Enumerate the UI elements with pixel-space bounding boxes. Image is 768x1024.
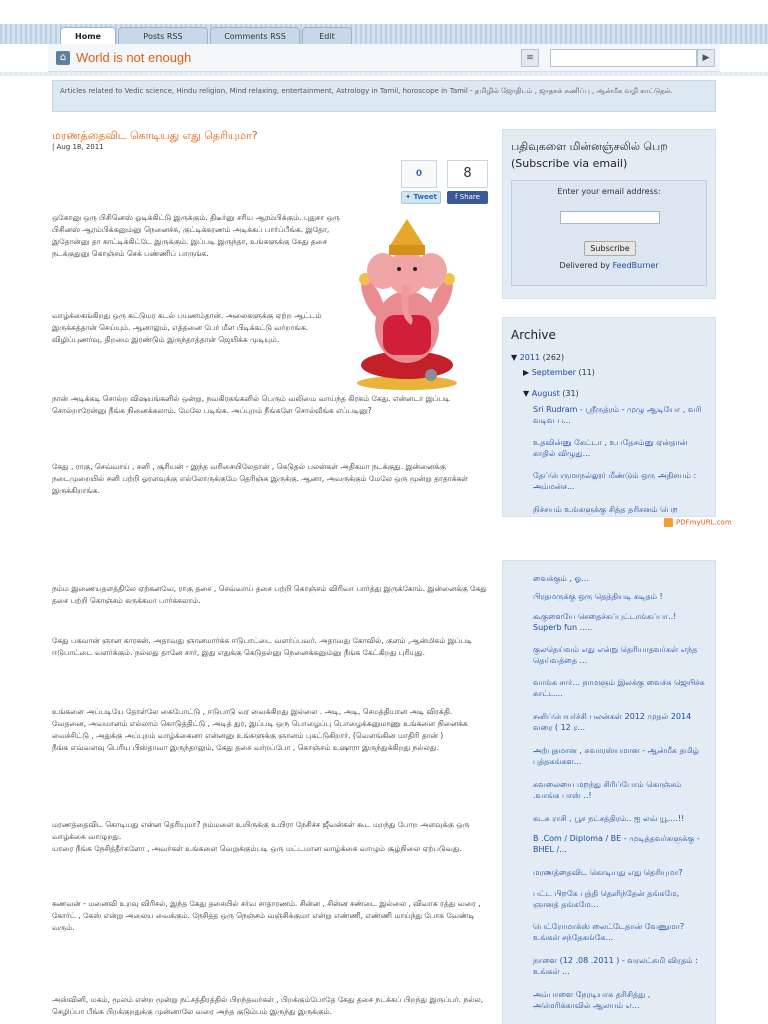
archive-post-link[interactable]: வைக்கும் , ஓ...: [533, 574, 589, 583]
archive-post-link[interactable]: மரணத்தைவிட கொடியது எது தெரியுமா?: [533, 868, 683, 877]
archive-year-label[interactable]: 2011: [519, 353, 541, 362]
subscribe-title: பதிவுகளை மின்னஞ்சலில் பெற (Subscribe via email): [511, 140, 668, 170]
arrow-right-icon: ▶: [702, 53, 710, 63]
archive-month-label[interactable]: August: [531, 389, 560, 398]
archive-post-link[interactable]: கடக ராசி , பூச நட்சத்திரம்.. ஐ லவ் யூ....!!: [533, 814, 685, 823]
archive-post-link[interactable]: உதவின்னு கேட்டா , உபதேசம்னு ஏன்தான் காதில் விழுது...: [533, 438, 688, 458]
archive-month-label[interactable]: September: [531, 368, 576, 377]
archive-month-count: (11): [578, 368, 595, 377]
archive-post-link[interactable]: பட்ட பிறகே புத்தி தெளிந்தேன் தங்கமே, ஞானத் தங்கமே...: [533, 889, 680, 909]
subscribe-widget: [502, 129, 716, 299]
archive-post-link[interactable]: பெட்ரோமாக்ஸ் லைட்டேதான் வேணுமா? உங்கள் சந்தேகங்கே...: [533, 922, 685, 942]
archive-widget: [502, 317, 716, 517]
delivered-by: [512, 261, 706, 270]
share-label: Share: [459, 193, 480, 201]
post-paragraph: கணவன் - மனைவி உறவு விரிசல், இந்த கேது தசையில் சர்வ சாதாரணம். சின்ன , சின்ன சண்டை இல்லை , விவாக ரத்து வரை , கோர்ட் , கேஸ் என்று அலைய வைக்கும். நேசித்த ஒரு நெஞ்சம் வஞ்சிக்குமா என்று எண்ணி, எண்ணி மாய்ந்து போக வேண்டி வரும்.: [52, 899, 481, 932]
archive-post-link[interactable]: அம்பாளை நேரடியாக தரிசித்து , அமெரிக்காவில் ஆலயம் எ...: [533, 990, 651, 1010]
archive-post-link[interactable]: கவலையை மறந்து சிரிப்போம் கொஞ்சம் .வாங்க பாஸ் ..!: [533, 780, 682, 800]
post-paragraph: ஒகோனு ஒரு பிசினெஸ் ஓடிக்கிட்டு இருக்கும். திடீர்னு சரிய ஆரம்பிக்கும். புதுசா ஒரு பிசினஸ் ஆரம்பிக்கனும்னு நெனைச்சு, குட்டிக்கரணம் அடிக்கப் பார்ப்பீங்க. இதோ, இதோன்னு தா காட்டிக்கிட்டே இருக்கும். இப்படி இருந்தா, உங்களுக்கு கேது தசை நடக்குதுனு கொஞ்சம் செக் பண்ணிப் பாருங்க.: [52, 213, 340, 258]
subscribe-form: [511, 180, 707, 286]
home-icon[interactable]: ⌂: [56, 51, 70, 65]
archive-post-link[interactable]: பிரதமருக்கு ஒரு தெத்தியடி கடிதம் !: [533, 592, 663, 601]
ganesha-image: [353, 215, 461, 390]
archive-post-link[interactable]: நாளை (12 .08 .2011 ) - வரலட்சுமி விரதம் : உங்கள் ...: [533, 956, 698, 976]
post-paragraph: நம்ம இணையதளத்திலே ஏற்கனவே, ராகு தசை , செவ்வாய் தசை பற்றி கொஞ்சம் விரிவா பார்த்து இருக்கோம். இன்னைக்கு கேது தசை பற்றி கொஞ்சம் சுருக்கமா பார்க்கலாம்.: [52, 584, 487, 605]
archive-year-count: (262): [542, 353, 565, 362]
tweet-label: Tweet: [413, 193, 437, 201]
post-paragraph: உங்களை அப்படியே தோள்லே கைபோட்டு , ஈடுபாடு வர வைக்கிறது இல்லை . அடி, அடி, செமத்தியான அடி விரக்தி. வேதனை, அவமானம் எல்லாம் கொடுத்திட்டு , அடித் துர, இப்படி ஒரு பொழைப்பு பொழைக்கனுமாணு உங்களை நினைக்க வைச்சிட்டு , அதுக்கு அப்புறம் வாழ்க்கைனா என்னனு உங்களுக்கு ஞானம் புகட்டுகிறார். (வெளங்கின மாதிரி தான் ) நீங்க எவ்வளவு பெரிய பிஸ்தாவா இருந்தாலும், கேது தசை வர்றப்போ , கொஞ்சம் உஷாரா இருந்துக்கிறது நல்லது.: [52, 707, 468, 752]
tab-posts-rss[interactable]: Posts RSS: [118, 27, 208, 44]
archive-widget-continued: [502, 560, 716, 1024]
archive-year-2011[interactable]: ▼ 2011 (262): [511, 353, 565, 362]
post-paragraph: மரணத்தைவிட கொடியது என்ன தெரியுமா? நம்மளை உயிருக்கு உயிரா நேசிச்ச ஜீவன்கள் கூட மறந்து போற அளவுக்கு ஒரு வாழ்க்கை வாழுறது. யாரை நீங்க நேசித்தீர்களோ , அவர்கள் உங்களை வெறுக்கும்படி ஒரு மட்டமான வாழ்க்கை வாழும் சூழ்நிலை ஏற்படுவது.: [52, 820, 470, 853]
tab-edit[interactable]: Edit: [302, 27, 352, 44]
search-go-button[interactable]: [697, 49, 715, 67]
archive-post-link[interactable]: வாங்க சார்... நாமளும் இலக்கு வைச்சு ஜெயிச்சு காட்ட...: [533, 678, 705, 698]
tweet-button[interactable]: [401, 191, 441, 204]
archive-post-link[interactable]: அற்புதமான , சுவாரஸ்யமான - ஆன்மீக தமிழ் புத்தகங்கள...: [533, 746, 700, 766]
archive-month-september[interactable]: ▶ September (11): [523, 368, 595, 377]
archive-title: Archive: [511, 328, 556, 342]
archive-post-link[interactable]: சனிப்பெயர்ச்சி பலன்கள் 2012 முதல் 2014 வரை ( 12 ர...: [533, 712, 692, 732]
blog-title[interactable]: World is not enough: [76, 50, 192, 65]
share-count: 8: [447, 160, 488, 188]
email-label: Enter your email address:: [557, 187, 661, 196]
post-paragraph: நான் அடிக்கடி சொல்ற விஷயங்களில் ஒன்று, நவகிரகங்களில் பெரும் வலிமை வாய்ந்த கிரகம் கேது. என்னடா இப்படி சொல்றாரேன்னு நீங்க நினைக்கலாம். மேலே படிங்க. அப்புறம் நீங்களே சொல்வீங்க எப்படினு?: [52, 394, 451, 415]
archive-post-link[interactable]: தேப்பெருமாநல்லூர் மீண்டும் ஒரு அதிசயம் : அம்மன்ச...: [533, 471, 697, 491]
archive-post-link[interactable]: Sri Rudram - ஸ்ரீருத்ரம் - முழு ஆடியோ , வரி வடிவ ப...: [533, 405, 702, 425]
tab-comments-rss[interactable]: Comments RSS: [210, 27, 300, 44]
pdfmyurl-label[interactable]: PDFmyURL.com: [676, 518, 732, 527]
search-input[interactable]: [550, 49, 697, 67]
post-title[interactable]: மரணத்தைவிட கொடியது எது தெரியுமா?: [52, 129, 258, 142]
archive-month-count: (31): [562, 389, 579, 398]
post-date: | Aug 18, 2011: [52, 143, 104, 151]
archive-post-link[interactable]: B .Com / Diploma / BE - முடித்தவர்களுக்கு - BHEL /...: [533, 834, 700, 854]
post-paragraph: கேது பகவான் ஞான காரகன். அதாவது ஞானமார்க்க ஈடுபாட்டை வளர்ப்பவர். அதாவது கோவில், குளம் ,ஆன்மிகம் இப்படி ஈடுபாட்டை வளர்க்கும். நல்லது தானே சார், இது எதுக்கு கெடுதல்னு நெனைக்கனும்னு நீங்க கேட்கிறது புரியுது.: [52, 636, 473, 657]
tweet-count: 0: [401, 160, 437, 188]
post-paragraph: அஸ்வினி, மகம், மூலம் என்ற மூன்று நட்சத்திரத்தில் பிறந்தவர்கள் , பிறக்கும்போதே கேது தசை நடக்கப் பிறந்து இருப்பர். நல்ல, செழிப்பா பீங்க பிறக்குறதுக்கு முன்னாலே வரை அந்த குடும்பம் இருந்து இருக்கும்.: [52, 995, 484, 1016]
archive-post-link[interactable]: நிச்சயம் உங்களுக்கு சித்த தரிசனம் பெற: [533, 505, 678, 514]
subscribe-button[interactable]: Subscribe: [584, 241, 636, 256]
archive-post-link[interactable]: குலதெய்வம் எது என்று தெரியாதவர்கள் எந்த தெய்வத்தை ...: [533, 645, 698, 665]
rss-icon[interactable]: ≋: [521, 49, 539, 67]
top-nav: [0, 24, 768, 44]
post-paragraph: வாழ்க்கைங்கிறது ஒரு கட்டுமர கடல் பயணம்தான். அலைகளுக்கு ஏற்ற ஆட்டம் இருக்கத்தான் செய்யும். ஆனாலும், எத்தனை பேர் மீள பிடிக்கட்டு வர்றாங்க. விழிப்புணர்வு, திறமை இரண்டும் இருந்தாத்தான் ஜெயிக்க முடியும்.: [52, 311, 322, 344]
pdfmyurl-badge[interactable]: [664, 518, 732, 527]
archive-post-link[interactable]: கூகுளையே செதைச்சுப்புட்டாங்கப்பா..! Superb fun .....: [533, 612, 677, 632]
blog-description: Articles related to Vedic science, Hindu religion, Mind relaxing, entertainment, Astrology in Tamil, horoscope in Tamil - தமிழில் ஜோதிடம் , ஜாதகக் கணிப்பு , ஆன்மீக வழி காட்டுதல்.: [52, 80, 716, 112]
facebook-icon: f: [455, 193, 460, 201]
twitter-icon: ✦: [405, 193, 414, 201]
blog-header: [48, 44, 720, 72]
archive-month-august[interactable]: ▼ August (31): [523, 389, 579, 398]
delivered-by-label: Delivered by: [559, 261, 611, 270]
post-paragraph: கேது , ராகு, செவ்வாய் , சனி , சூரியன் - இந்த வரிசையிலேதான் , கெடுதல் பலன்கள் அதிகமா நடக்குது. இன்னைக்கு நடைமுறையில் சனி பற்றி ஓரளவுக்கு எல்லோருக்குமே தெரிஞ்சு இருக்கு. ஆனா, அவருக்கும் மேலே ஒரு மூன்று தாதாக்கள் இருக்கிறாங்க.: [52, 462, 469, 495]
tab-home[interactable]: Home: [60, 27, 116, 44]
header-divider: [0, 72, 768, 76]
pdf-icon: [664, 518, 673, 527]
email-input[interactable]: [560, 211, 660, 224]
feedburner-link[interactable]: FeedBurner: [612, 261, 659, 270]
facebook-share-button[interactable]: [447, 191, 488, 204]
